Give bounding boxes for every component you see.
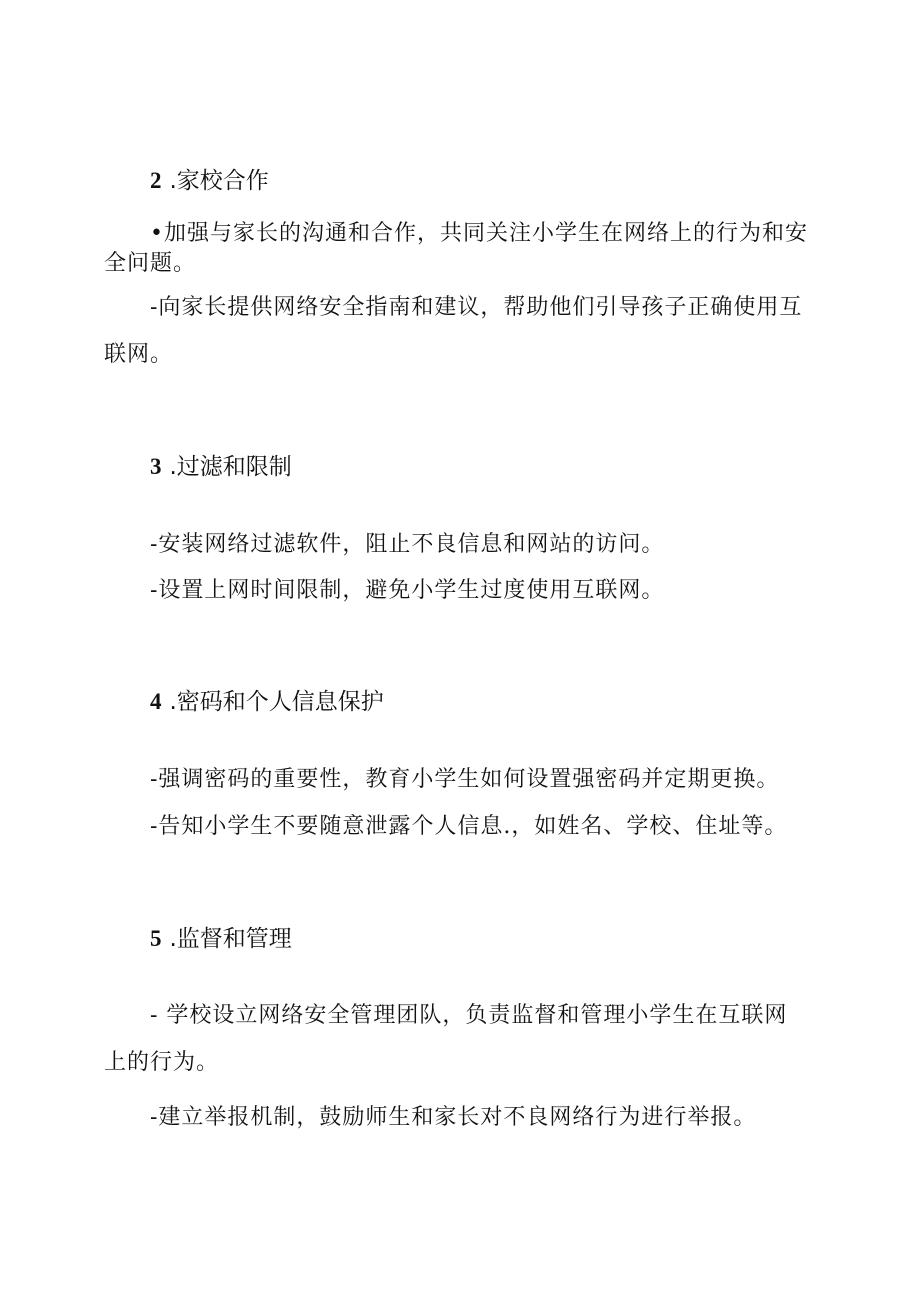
section-number: 4 xyxy=(150,689,162,714)
section-title: .监督和管理 xyxy=(169,926,292,952)
section-heading xyxy=(150,166,269,196)
paragraph-line: - 学校设立网络安全管理团队，负责监督和管理小学生在互联网 xyxy=(150,1003,788,1028)
section-number: 2 xyxy=(150,168,162,193)
section-heading xyxy=(150,924,292,954)
section-number: 3 xyxy=(150,454,162,479)
paragraph-line: 联网。 xyxy=(104,342,174,367)
paragraph-line: -强调密码的重要性，教育小学生如何设置强密码并定期更换。 xyxy=(150,767,780,792)
paragraph-line: -告知小学生不要随意泄露个人信息.，如姓名、学校、住址等。 xyxy=(150,814,788,839)
paragraph-line: -向家长提供网络安全指南和建议，帮助他们引导孩子正确使用互 xyxy=(150,295,803,320)
paragraph-line: -设置上网时间限制，避免小学生过度使用互联网。 xyxy=(150,578,665,603)
section-heading xyxy=(150,452,292,482)
section-title: .密码和个人信息保护 xyxy=(169,689,384,715)
section-heading xyxy=(150,687,384,717)
paragraph-line: 全问题。 xyxy=(104,251,197,276)
paragraph-line: 上的行为。 xyxy=(104,1050,220,1075)
section-title: .过滤和限制 xyxy=(169,454,292,480)
paragraph-line: -安装网络过滤软件，阻止不良信息和网站的访问。 xyxy=(150,532,665,557)
section-title: .家校合作 xyxy=(169,168,269,194)
paragraph-line: •加强与家长的沟通和合作，共同关注小学生在网络上的行为和安 xyxy=(150,221,808,246)
section-number: 5 xyxy=(150,926,162,951)
paragraph-line: -建立举报机制，鼓励师生和家长对不良网络行为进行举报。 xyxy=(150,1105,757,1130)
